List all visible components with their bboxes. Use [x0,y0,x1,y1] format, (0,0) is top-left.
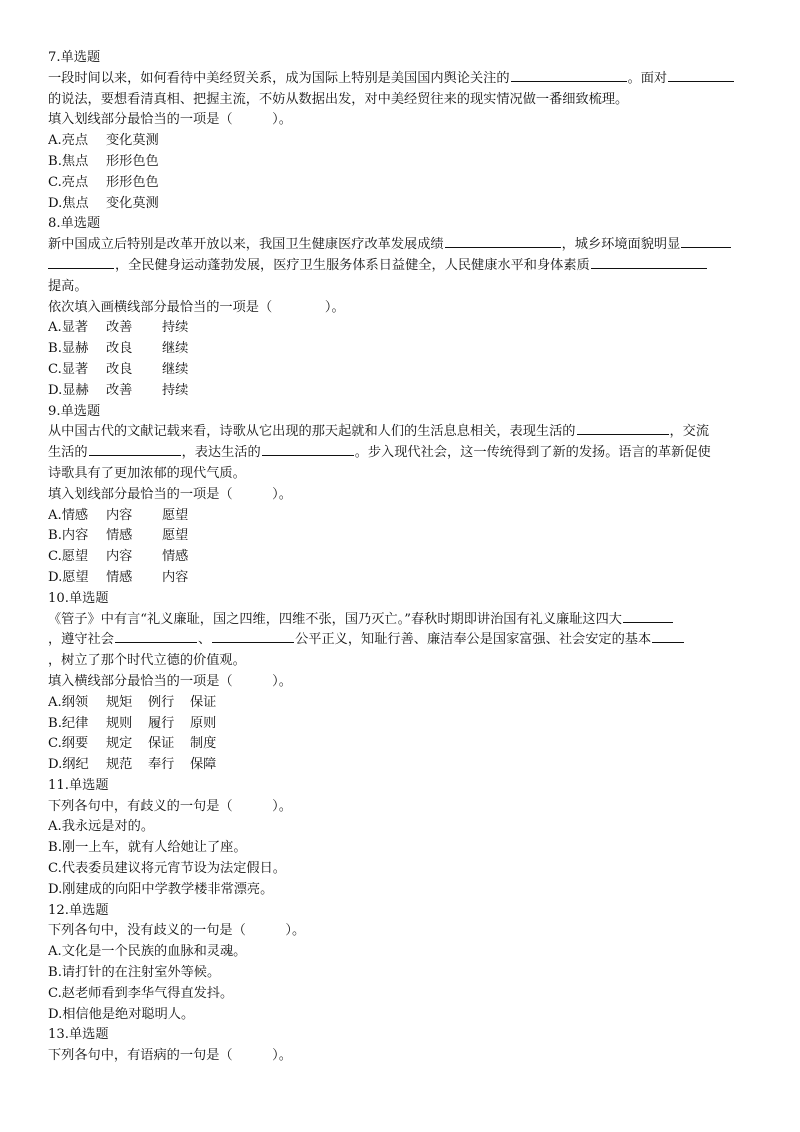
option-c[interactable]: C.赵老师看到李华气得直发抖。 [48,985,234,1001]
stem-text: 的说法，要想看清真相、把握主流，不妨从数据出发，对中美经贸往来的现实情况做一番细致梳理。 [48,91,629,107]
stem-text: ，城乡环境面貌明显 [561,237,681,253]
blank-line [115,630,197,643]
option-word: 内容 [162,569,189,585]
option-word: 改良 [106,341,133,357]
question-7 [48,48,752,214]
option-label: C.愿望 [48,549,89,565]
blank-line [445,235,561,248]
question-header: 10.单选题 [48,590,109,606]
option-c[interactable] [48,360,752,381]
question-stem-line [48,256,752,277]
stem-text: ，树立了那个时代立德的价值观。 [48,653,246,669]
question-stem-line [48,443,752,464]
option-word: 改良 [106,361,133,377]
option-label: D.纲纪 [48,757,89,773]
option-c[interactable] [48,734,752,755]
option-a[interactable]: A.我永远是对的。 [48,819,155,835]
option-label: A.纲领 [48,694,89,710]
blank-line [681,235,731,248]
question-header: 8.单选题 [48,216,101,232]
option-word: 奉行 [148,757,175,773]
option-d[interactable] [48,568,752,589]
option-a[interactable] [48,506,752,527]
blank-line [668,69,734,82]
option-word: 变化莫测 [106,195,159,211]
option-word: 保证 [148,736,175,752]
stem-text: 一段时间以来，如何看待中美经贸关系，成为国际上特别是美国国内舆论关注的 [48,70,510,86]
option-d[interactable]: D.刚建成的向阳中学教学楼非常漂亮。 [48,881,274,897]
question-prompt: 填入横线部分最恰当的一项是（ ）。 [48,673,292,689]
option-word: 愿望 [162,507,189,523]
stem-text: 《管子》中有言“礼义廉耻，国之四维，四维不张，国乃灭亡。”春秋时期即讲治国有礼义廉耻这四大 [48,611,622,627]
option-label: D.焦点 [48,195,89,211]
option-word: 履行 [148,715,175,731]
option-word: 改善 [106,320,133,336]
blank-line [89,443,181,456]
option-word: 情感 [106,569,133,585]
option-a[interactable] [48,318,752,339]
option-label: D.显赫 [48,382,89,398]
option-word: 规则 [106,715,133,731]
option-b[interactable] [48,152,752,173]
option-word: 情感 [106,528,133,544]
stem-text: ，交流 [669,424,710,440]
question-header: 9.单选题 [48,403,101,419]
option-word: 保障 [190,757,217,773]
blank-line [591,256,707,269]
question-stem-line [48,630,752,651]
option-word: 形形色色 [106,153,159,169]
blank-line [652,630,684,643]
question-13 [48,1025,752,1067]
question-stem-line [48,422,752,443]
option-b[interactable]: B.刚一上车，就有人给她让了座。 [48,840,247,856]
option-word: 保证 [190,694,217,710]
stem-text: 。步入现代社会，这一传统得到了新的发扬。语言的革新促使 [354,445,711,461]
option-label: B.纪律 [48,715,89,731]
stem-text: 新中国成立后特别是改革开放以来，我国卫生健康医疗改革发展成绩 [48,237,444,253]
stem-text: 提高。 [48,278,88,294]
option-b[interactable] [48,714,752,735]
option-label: C.亮点 [48,174,89,190]
stem-text: 生活的 [48,445,88,461]
option-a[interactable] [48,693,752,714]
blank-line [262,443,354,456]
option-label: A.情感 [48,507,89,523]
option-a[interactable] [48,131,752,152]
option-label: C.显著 [48,361,89,377]
option-d[interactable] [48,755,752,776]
question-prompt: 下列各句中，有歧义的一句是（ ）。 [48,798,292,814]
question-prompt: 填入划线部分最恰当的一项是（ ）。 [48,486,292,502]
option-label: A.亮点 [48,133,89,149]
option-b[interactable] [48,526,752,547]
option-word: 持续 [162,320,189,336]
option-c[interactable] [48,547,752,568]
blank-line [577,422,669,435]
option-c[interactable] [48,173,752,194]
option-label: C.纲要 [48,736,89,752]
stem-text: 、 [197,632,212,648]
option-label: A.显著 [48,320,89,336]
option-word: 继续 [162,361,189,377]
option-word: 愿望 [162,528,189,544]
question-prompt: 下列各句中，没有歧义的一句是（ ）。 [48,923,306,939]
stem-text: 从中国古代的文献记载来看，诗歌从它出现的那天起就和人们的生活息息相关，表现生活的 [48,424,576,440]
question-prompt: 填入划线部分最恰当的一项是（ ）。 [48,112,292,128]
question-10 [48,589,752,776]
option-word: 原则 [190,715,217,731]
option-word: 内容 [106,549,133,565]
option-label: B.内容 [48,528,89,544]
stem-text: 。面对 [627,70,668,86]
blank-line [511,69,627,82]
option-word: 继续 [162,341,189,357]
option-word: 内容 [106,507,133,523]
option-word: 形形色色 [106,174,159,190]
question-11 [48,776,752,901]
option-word: 规矩 [106,694,133,710]
stem-text: 公平正义，知耻行善、廉洁奉公是国家富强、社会安定的基本 [295,632,652,648]
question-stem-line [48,69,752,90]
option-b[interactable] [48,339,752,360]
question-header: 12.单选题 [48,902,109,918]
option-word: 变化莫测 [106,133,159,149]
option-b[interactable]: B.请打针的在注射室外等候。 [48,965,221,981]
question-prompt: 下列各句中，有语病的一句是（ ）。 [48,1048,292,1064]
option-a[interactable]: A.文化是一个民族的血脉和灵魂。 [48,944,247,960]
option-word: 规范 [106,757,133,773]
question-header: 13.单选题 [48,1027,109,1043]
stem-text: ，遵守社会 [48,632,114,648]
question-stem-line [48,610,752,631]
option-c[interactable]: C.代表委员建议将元宵节设为法定假日。 [48,861,286,877]
question-header: 11.单选题 [48,777,109,793]
option-word: 改善 [106,382,133,398]
option-word: 规定 [106,736,133,752]
question-8 [48,214,752,401]
option-word: 情感 [162,549,189,565]
blank-line [212,630,294,643]
option-label: D.愿望 [48,569,89,585]
question-9 [48,402,752,589]
question-12 [48,901,752,1026]
stem-text: 诗歌具有了更加浓郁的现代气质。 [48,465,246,481]
question-stem-line [48,235,752,256]
option-word: 持续 [162,382,189,398]
option-label: B.显赫 [48,341,89,357]
option-label: B.焦点 [48,153,89,169]
stem-text: ，全民健身运动蓬勃发展，医疗卫生服务体系日益健全，人民健康水平和身体素质 [115,257,590,273]
option-word: 制度 [190,736,217,752]
question-prompt: 依次填入画横线部分最恰当的一项是（ ）。 [48,299,345,315]
option-d[interactable] [48,381,752,402]
blank-line [623,610,673,623]
question-header: 7.单选题 [48,50,101,65]
blank-line [48,256,114,269]
option-d[interactable] [48,194,752,215]
stem-text: ，表达生活的 [181,445,261,461]
option-word: 例行 [148,694,175,710]
option-d[interactable]: D.相信他是绝对聪明人。 [48,1006,195,1022]
